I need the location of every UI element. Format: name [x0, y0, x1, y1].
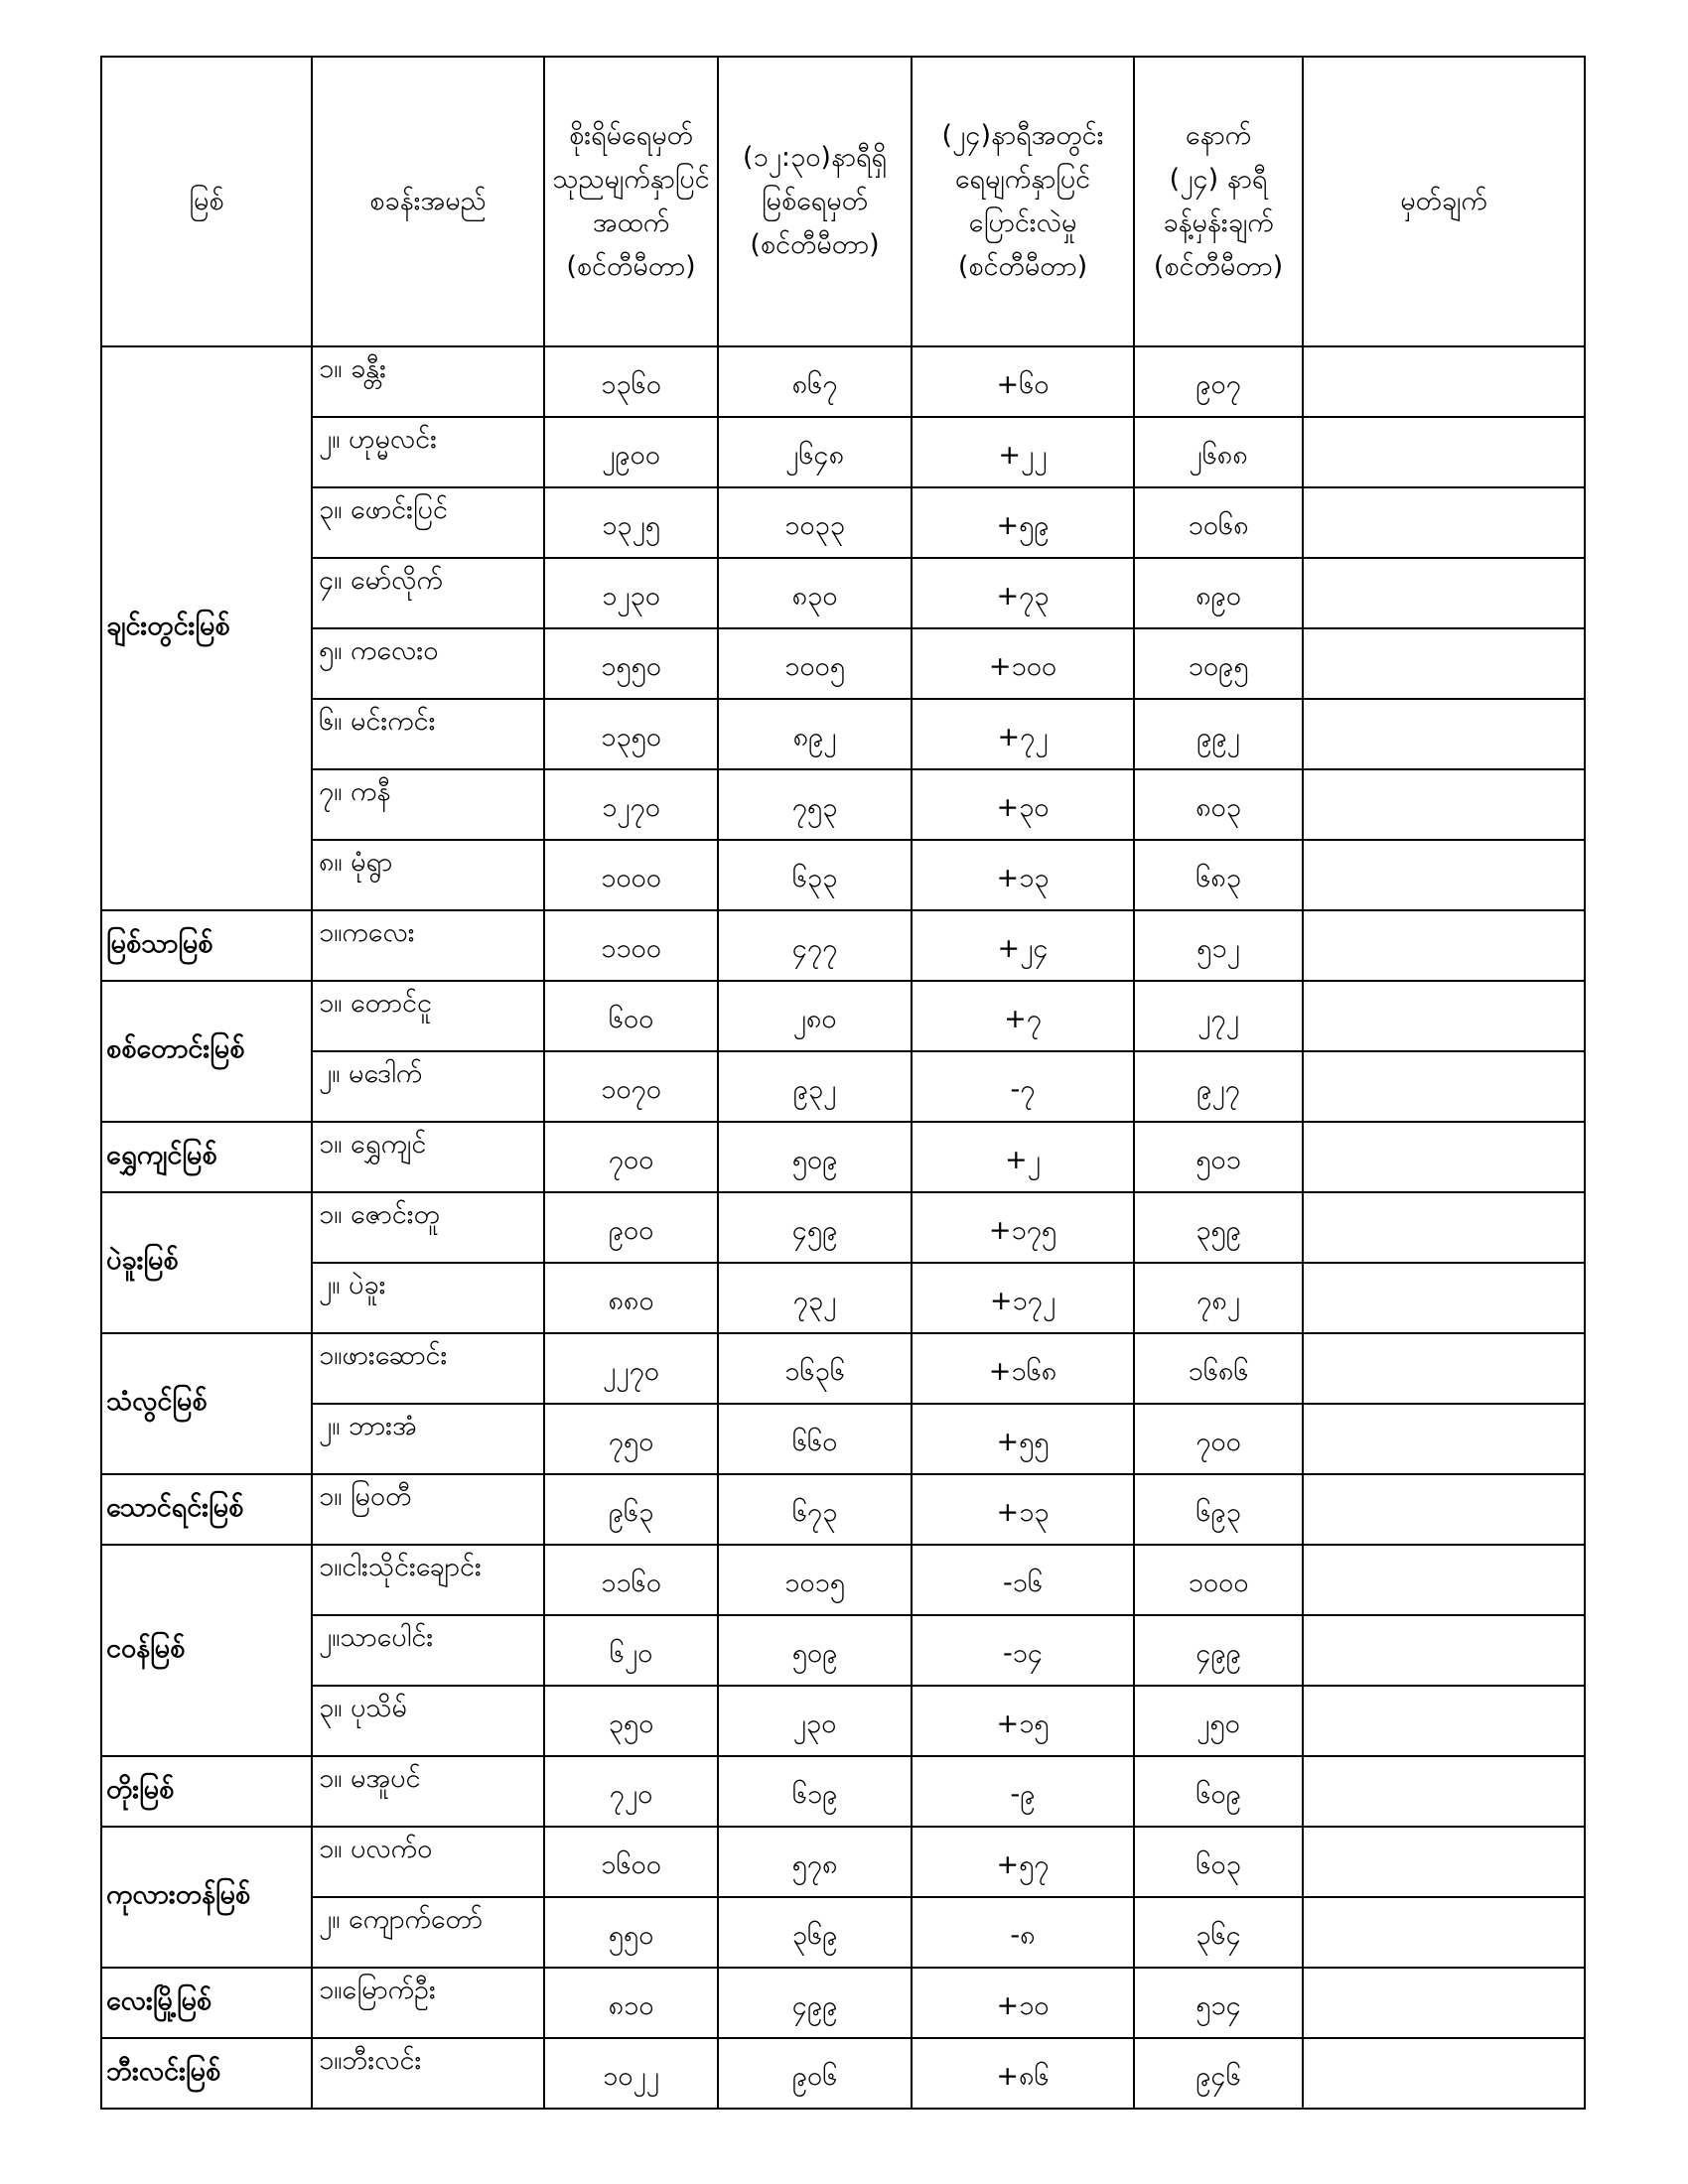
current-level-cell: ၃၆၉	[718, 1897, 912, 1968]
danger-level-cell: ၇၀၀	[544, 1122, 718, 1192]
table-row	[101, 1968, 1585, 2038]
table-row	[101, 1474, 1585, 1545]
change-24h-cell: +၈၆	[912, 2038, 1134, 2109]
change-24h-cell: +၁၀	[912, 1968, 1134, 2038]
remarks-cell	[1303, 699, 1585, 769]
forecast-cell: ၆၉၃	[1134, 1474, 1303, 1545]
current-level-cell: ၁၆၃၆	[718, 1333, 912, 1404]
change-24h-cell: +၇၂	[912, 699, 1134, 769]
remarks-cell	[1303, 1756, 1585, 1827]
forecast-cell: ၂၅၀	[1134, 1686, 1303, 1756]
header-line: နောက်	[1185, 120, 1252, 151]
danger-level-cell: ၁၆၀၀	[544, 1827, 718, 1897]
station-name: ၃။ ဖောင်းပြင်	[312, 487, 544, 558]
remarks-cell	[1303, 558, 1585, 628]
danger-level-cell: ၁၅၅၀	[544, 628, 718, 699]
current-level-cell: ၉၃၂	[718, 1051, 912, 1122]
header-line: ရေမျက်နှာပြင်	[954, 164, 1091, 195]
table-row	[101, 1404, 1585, 1474]
header-line: (စင်တီမီတာ)	[750, 229, 880, 260]
current-level-cell: ၅၇၈	[718, 1827, 912, 1897]
station-name: ၁။ မြဝတီ	[312, 1474, 544, 1545]
change-24h-cell: +၇၃	[912, 558, 1134, 628]
station-name: ၁။ မအူပင်	[312, 1756, 544, 1827]
current-level-cell: ၄၅၉	[718, 1192, 912, 1263]
forecast-cell: ၅၁၂	[1134, 910, 1303, 981]
table-row	[101, 910, 1585, 981]
table-row	[101, 840, 1585, 910]
current-level-cell: ၈၆၇	[718, 346, 912, 417]
current-level-cell: ၁၀၁၅	[718, 1545, 912, 1615]
current-level-cell: ၆၁၉	[718, 1756, 912, 1827]
forecast-cell: ၆၀၃	[1134, 1827, 1303, 1897]
change-24h-cell: +၁၃	[912, 840, 1134, 910]
forecast-cell: ၁၀၉၅	[1134, 628, 1303, 699]
remarks-cell	[1303, 1263, 1585, 1333]
station-name: ၂။ မဒေါက်	[312, 1051, 544, 1122]
river-name: သောင်ရင်းမြစ်	[101, 1474, 312, 1545]
danger-level-cell: ၂၉၀၀	[544, 417, 718, 487]
danger-level-cell: ၁၁၆၀	[544, 1545, 718, 1615]
remarks-cell	[1303, 1404, 1585, 1474]
river-name: လေးမြို့မြစ်	[101, 1968, 312, 2038]
river-name: တိုးမြစ်	[101, 1756, 312, 1827]
forecast-cell: ၅၀၁	[1134, 1122, 1303, 1192]
change-24h-cell: -၉	[912, 1756, 1134, 1827]
header-line: (၁၂:၃၀)နာရီရှိ	[742, 142, 888, 173]
station-name: ၁။ဘီးလင်း	[312, 2038, 544, 2109]
change-24h-cell: +၁၇၅	[912, 1192, 1134, 1263]
current-level-cell: ၆၃၃	[718, 840, 912, 910]
current-level-cell: ၆၆၀	[718, 1404, 912, 1474]
remarks-cell	[1303, 1615, 1585, 1686]
change-24h-cell: +၅၇	[912, 1827, 1134, 1897]
current-level-cell: ၇၃၂	[718, 1263, 912, 1333]
change-24h-cell: +၃၀	[912, 769, 1134, 840]
current-level-cell: ၇၅၃	[718, 769, 912, 840]
remarks-cell	[1303, 2038, 1585, 2109]
forecast-cell: ၂၆၈၈	[1134, 417, 1303, 487]
station-name: ၂။ ဟုမ္မလင်း	[312, 417, 544, 487]
forecast-cell: ၁၀၆၈	[1134, 487, 1303, 558]
forecast-cell: ၁၀၀၀	[1134, 1545, 1303, 1615]
river-name: ဘီးလင်းမြစ်	[101, 2038, 312, 2109]
remarks-cell	[1303, 840, 1585, 910]
header-line: (စင်တီမီတာ)	[1153, 251, 1284, 282]
remarks-cell	[1303, 981, 1585, 1051]
current-level-cell: ၁၀၀၅	[718, 628, 912, 699]
change-24h-cell: +၁၅	[912, 1686, 1134, 1756]
table-row	[101, 1897, 1585, 1968]
river-name: ရွှေကျင်မြစ်	[101, 1122, 312, 1192]
danger-level-cell: ၆၀၀	[544, 981, 718, 1051]
danger-level-cell: ၁၀၇၀	[544, 1051, 718, 1122]
remarks-cell	[1303, 769, 1585, 840]
remarks-cell	[1303, 910, 1585, 981]
change-24h-cell: -၁၆	[912, 1545, 1134, 1615]
current-level-cell: ၂၈၀	[718, 981, 912, 1051]
river-name: ကုလားတန်မြစ်	[101, 1827, 312, 1968]
danger-level-cell: ၉၆၃	[544, 1474, 718, 1545]
forecast-cell: ၉၂၇	[1134, 1051, 1303, 1122]
remarks-cell	[1303, 1968, 1585, 2038]
danger-level-cell: ၈၈၀	[544, 1263, 718, 1333]
header-line: အထက်	[592, 207, 670, 238]
change-24h-cell: -၁၄	[912, 1615, 1134, 1686]
danger-level-cell: ၈၁၀	[544, 1968, 718, 2038]
danger-level-cell: ၃၅၀	[544, 1686, 718, 1756]
header-line: မှတ်ချက်	[1400, 186, 1487, 216]
header-row	[101, 57, 1585, 346]
header-line: သုညမျက်နှာပြင်	[552, 164, 710, 195]
table-row	[101, 1756, 1585, 1827]
forecast-cell: ၂၇၂	[1134, 981, 1303, 1051]
table-row	[101, 487, 1585, 558]
header-line: (စင်တီမီတာ)	[566, 251, 696, 282]
station-name: ၄။ မော်လိုက်	[312, 558, 544, 628]
station-name: ၂။ ပဲခူး	[312, 1263, 544, 1333]
remarks-cell	[1303, 417, 1585, 487]
station-name: ၂။ ဘားအံ	[312, 1404, 544, 1474]
station-name: ၇။ ကနီ	[312, 769, 544, 840]
change-24h-cell: +၁၃	[912, 1474, 1134, 1545]
forecast-cell: ၁၆၈၆	[1134, 1333, 1303, 1404]
table-row	[101, 1686, 1585, 1756]
station-name: ၁။ကလေး	[312, 910, 544, 981]
forecast-cell: ၇၈၂	[1134, 1263, 1303, 1333]
station-name: ၅။ ကလေးဝ	[312, 628, 544, 699]
current-level-cell: ၅၀၉	[718, 1615, 912, 1686]
forecast-cell: ၅၁၄	[1134, 1968, 1303, 2038]
forecast-cell: ၈၀၃	[1134, 769, 1303, 840]
river-name: ငဝန်မြစ်	[101, 1545, 312, 1756]
danger-level-cell: ၉၀၀	[544, 1192, 718, 1263]
danger-level-cell: ၁၀၀၀	[544, 840, 718, 910]
change-24h-cell: +၇	[912, 981, 1134, 1051]
remarks-cell	[1303, 1333, 1585, 1404]
current-level-cell: ၉၀၆	[718, 2038, 912, 2109]
table-row	[101, 699, 1585, 769]
header-current-level	[718, 57, 912, 346]
remarks-cell	[1303, 1827, 1585, 1897]
header-forecast	[1134, 57, 1303, 346]
current-level-cell: ၂၃၀	[718, 1686, 912, 1756]
table-row	[101, 769, 1585, 840]
station-name: ၁။ တောင်ငူ	[312, 981, 544, 1051]
table-row	[101, 417, 1585, 487]
forecast-cell: ၆၀၉	[1134, 1756, 1303, 1827]
remarks-cell	[1303, 628, 1585, 699]
current-level-cell: ၈၃၀	[718, 558, 912, 628]
danger-level-cell: ၇၅၀	[544, 1404, 718, 1474]
forecast-cell: ၄၉၉	[1134, 1615, 1303, 1686]
danger-level-cell: ၁၀၂၂	[544, 2038, 718, 2109]
header-line: (၂၄) နာရီ	[1169, 164, 1268, 195]
table-row	[101, 1263, 1585, 1333]
remarks-cell	[1303, 1686, 1585, 1756]
river-name: စစ်တောင်းမြစ်	[101, 981, 312, 1122]
header-line: ခန့်မှန်းချက်	[1163, 207, 1274, 238]
header-line: (၂၄)နာရီအတွင်း	[941, 120, 1104, 151]
current-level-cell: ၅၀၉	[718, 1122, 912, 1192]
table-row	[101, 1827, 1585, 1897]
danger-level-cell: ၅၅၀	[544, 1897, 718, 1968]
forecast-cell: ၈၉၀	[1134, 558, 1303, 628]
table-row	[101, 558, 1585, 628]
change-24h-cell: +၅၅	[912, 1404, 1134, 1474]
forecast-cell: ၉၉၂	[1134, 699, 1303, 769]
current-level-cell: ၄၇၇	[718, 910, 912, 981]
remarks-cell	[1303, 1474, 1585, 1545]
change-24h-cell: -၈	[912, 1897, 1134, 1968]
remarks-cell	[1303, 1897, 1585, 1968]
river-name: သံလွင်မြစ်	[101, 1333, 312, 1474]
forecast-cell: ၆၈၃	[1134, 840, 1303, 910]
station-name: ၁။ငါးသိုင်းချောင်း	[312, 1545, 544, 1615]
station-name: ၁။ ခန္တီး	[312, 346, 544, 417]
header-danger-level	[544, 57, 718, 346]
danger-level-cell: ၁၃၆၀	[544, 346, 718, 417]
danger-level-cell: ၇၂၀	[544, 1756, 718, 1827]
station-name: ၂။ ကျောက်တော်	[312, 1897, 544, 1968]
header-remarks	[1303, 57, 1585, 346]
remarks-cell	[1303, 346, 1585, 417]
danger-level-cell: ၁၃၂၅	[544, 487, 718, 558]
forecast-cell: ၃၅၉	[1134, 1192, 1303, 1263]
current-level-cell: ၁၀၃၃	[718, 487, 912, 558]
current-level-cell: ၈၉၂	[718, 699, 912, 769]
table-row	[101, 2038, 1585, 2109]
remarks-cell	[1303, 487, 1585, 558]
table-row	[101, 1545, 1585, 1615]
change-24h-cell: +၁၀၀	[912, 628, 1134, 699]
change-24h-cell: +၂	[912, 1122, 1134, 1192]
danger-level-cell: ၁၂၃၀	[544, 558, 718, 628]
station-name: ၈။ မုံရွာ	[312, 840, 544, 910]
river-name: ချင်းတွင်းမြစ်	[101, 346, 312, 910]
change-24h-cell: +၆၀	[912, 346, 1134, 417]
change-24h-cell: +၂၂	[912, 417, 1134, 487]
station-name: ၆။ မင်းကင်း	[312, 699, 544, 769]
header-river	[101, 57, 312, 346]
station-name: ၁။ ရွှေကျင်	[312, 1122, 544, 1192]
water-level-table	[100, 56, 1586, 2110]
danger-level-cell: ၁၂၇၀	[544, 769, 718, 840]
header-line: မြစ်	[189, 186, 224, 216]
table-row	[101, 1122, 1585, 1192]
remarks-cell	[1303, 1545, 1585, 1615]
forecast-cell: ၉၀၇	[1134, 346, 1303, 417]
station-name: ၁။မြောက်ဦး	[312, 1968, 544, 2038]
table-row	[101, 628, 1585, 699]
current-level-cell: ၆၇၃	[718, 1474, 912, 1545]
remarks-cell	[1303, 1192, 1585, 1263]
danger-level-cell: ၆၂၀	[544, 1615, 718, 1686]
header-line: စခန်းအမည်	[369, 186, 487, 216]
header-line: (စင်တီမီတာ)	[957, 251, 1088, 282]
river-name: ပဲခူးမြစ်	[101, 1192, 312, 1333]
forecast-cell: ၇၀၀	[1134, 1404, 1303, 1474]
current-level-cell: ၂၆၄၈	[718, 417, 912, 487]
change-24h-cell: -၇	[912, 1051, 1134, 1122]
danger-level-cell: ၁၃၅၀	[544, 699, 718, 769]
change-24h-cell: +၁၇၂	[912, 1263, 1134, 1333]
table-row	[101, 1615, 1585, 1686]
table-row	[101, 1333, 1585, 1404]
station-name: ၂။သာပေါင်း	[312, 1615, 544, 1686]
header-station	[312, 57, 544, 346]
remarks-cell	[1303, 1051, 1585, 1122]
change-24h-cell: +၂၄	[912, 910, 1134, 981]
table-row	[101, 1051, 1585, 1122]
change-24h-cell: +၅၉	[912, 487, 1134, 558]
header-line: ပြောင်းလဲမှု	[968, 207, 1077, 238]
river-name: မြစ်သာမြစ်	[101, 910, 312, 981]
change-24h-cell: +၁၆၈	[912, 1333, 1134, 1404]
table-row	[101, 981, 1585, 1051]
remarks-cell	[1303, 1122, 1585, 1192]
header-change-24h	[912, 57, 1134, 346]
table-row	[101, 1192, 1585, 1263]
current-level-cell: ၄၉၉	[718, 1968, 912, 2038]
danger-level-cell: ၂၂၇၀	[544, 1333, 718, 1404]
station-name: ၁။ ဇောင်းတူ	[312, 1192, 544, 1263]
station-name: ၃။ ပုသိမ်	[312, 1686, 544, 1756]
forecast-cell: ၃၆၄	[1134, 1897, 1303, 1968]
header-line: စိုးရိမ်ရေမှတ်	[569, 120, 693, 151]
station-name: ၁။ ပလက်ဝ	[312, 1827, 544, 1897]
station-name: ၁။ဖားဆောင်း	[312, 1333, 544, 1404]
danger-level-cell: ၁၁၀၀	[544, 910, 718, 981]
header-line: မြစ်ရေမှတ်	[761, 186, 869, 216]
table-row	[101, 346, 1585, 417]
forecast-cell: ၉၄၆	[1134, 2038, 1303, 2109]
